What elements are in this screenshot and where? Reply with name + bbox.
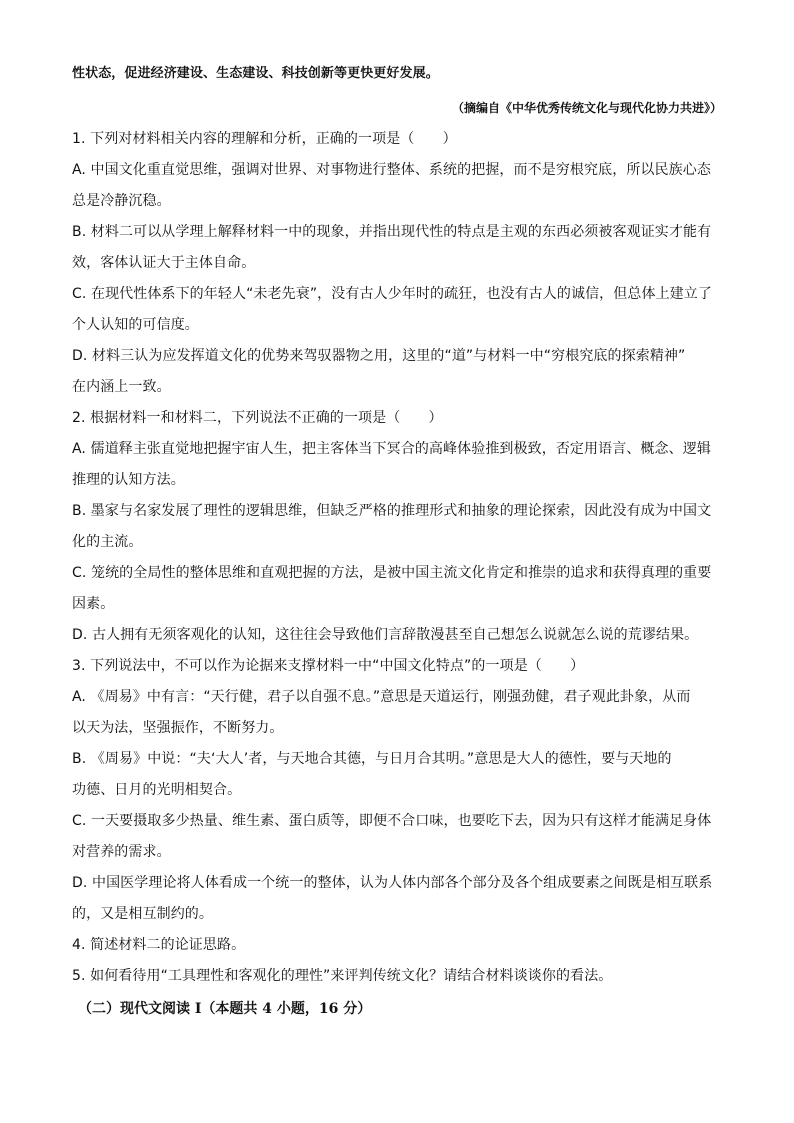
q1-option-a-line1: A. 中国文化重直觉思维，强调对世界、对事物进行整体、系统的把握，而不是穷根究底，所以民族心态: [72, 162, 711, 178]
q3-option-d-line2: 的，又是相互制约的。: [72, 906, 213, 922]
question-3-stem: 3. 下列说法中，不可以作为论据来支撑材料一中“中国文化特点”的一项是（ ）: [72, 658, 585, 674]
intro-line: 性状态，促进经济建设、生态建设、科技创新等更快更好发展。: [72, 66, 439, 81]
q1-option-a-line2: 总是冷静沉稳。: [72, 193, 171, 209]
q3-option-b-line2: 功德、日月的光明相契合。: [72, 782, 242, 798]
q1-option-c-line1: C. 在现代性体系下的年轻人“未老先衰”，没有古人少年时的疏狂，也没有古人的诚信，但总体上建立了: [72, 286, 712, 302]
q3-option-c-line1: C. 一天要摄取多少热量、维生素、蛋白质等，即便不合口味，也要吃下去，因为只有这样才能满足身体: [72, 813, 712, 829]
q2-option-c-line2: 因素。: [72, 596, 115, 612]
q2-option-a-line2: 推理的认知方法。: [72, 472, 185, 488]
q3-option-b-line1: B. 《周易》中说：“夫‘大人’者，与天地合其德，与日月合其明。”意思是大人的德性，要与天地的: [72, 751, 672, 767]
q3-option-c-line2: 对营养的需求。: [72, 844, 171, 860]
q3-option-a-line1: A. 《周易》中有言：“天行健，君子以自强不息。”意思是天道运行，刚强劲健，君子观此卦象，从而: [72, 689, 691, 705]
section-heading: （二）现代文阅读 I（本题共 4 小题，16 分）: [78, 1001, 372, 1017]
q2-option-b-line1: B. 墨家与名家发展了理性的逻辑思维，但缺乏严格的推理形式和抽象的理论探索，因此没有成为中国文: [72, 503, 712, 519]
question-4: 4. 简述材料二的论证思路。: [72, 937, 246, 953]
q1-option-d-line2: 在内涵上一致。: [72, 379, 171, 395]
q1-option-c-line2: 个人认知的可信度。: [72, 317, 199, 333]
q2-option-d: D. 古人拥有无须客观化的认知，这往往会导致他们言辞散漫甚至自己想怎么说就怎么说的荒谬结果。: [72, 627, 699, 643]
question-1-stem: 1. 下列对材料相关内容的理解和分析，正确的一项是（ ）: [72, 131, 457, 147]
q2-option-c-line1: C. 笼统的全局性的整体思维和直观把握的方法，是被中国主流文化肯定和推崇的追求和获得真理的重要: [72, 565, 712, 581]
q3-option-d-line1: D. 中国医学理论将人体看成一个统一的整体，认为人体内部各个部分及各个组成要素之间既是相互联系: [72, 875, 713, 891]
q3-option-a-line2: 以天为法，坚强振作，不断努力。: [72, 720, 284, 736]
q1-option-b-line2: 效，客体认证大于主体自命。: [72, 255, 256, 271]
source-citation: （摘编自《中华优秀传统文化与现代化协力共进》）: [451, 101, 722, 115]
q2-option-a-line1: A. 儒道释主张直觉地把握宇宙人生，把主客体当下冥合的高峰体验推到极致，否定用语言、概念、逻辑: [72, 441, 711, 457]
q2-option-b-line2: 化的主流。: [72, 534, 143, 550]
question-5: 5. 如何看待用“工具理性和客观化的理性”来评判传统文化？请结合材料谈谈你的看法。: [72, 968, 613, 984]
q1-option-b-line1: B. 材料二可以从学理上解释材料一中的现象，并指出现代性的特点是主观的东西必须被客观证实才能有: [72, 224, 712, 240]
q1-option-d-line1: D. 材料三认为应发挥道文化的优势来驾驭器物之用，这里的“道”与材料一中“穷根究底的探索精神”: [72, 348, 686, 364]
question-2-stem: 2. 根据材料一和材料二，下列说法不正确的一项是（ ）: [72, 410, 443, 426]
